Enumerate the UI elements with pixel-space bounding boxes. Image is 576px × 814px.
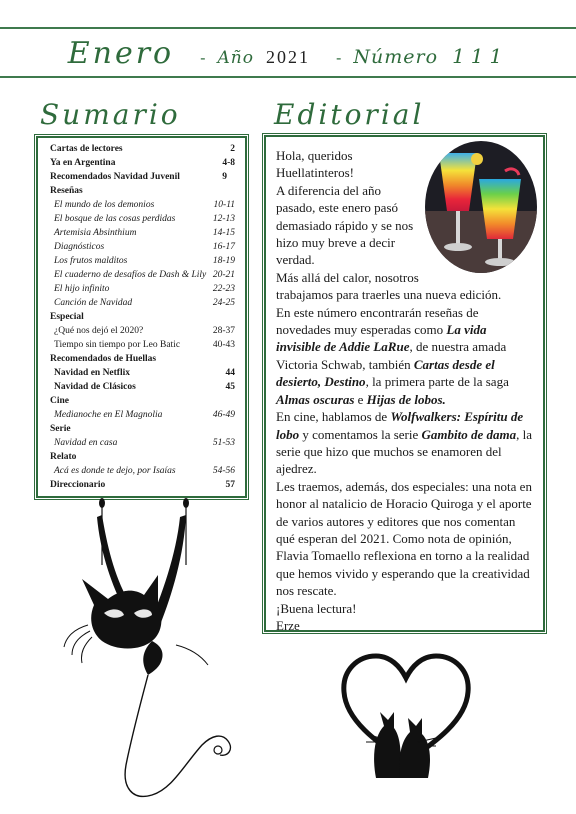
toc-item-label: Acá es donde te dejo, por Isaías xyxy=(54,466,176,476)
toc-item-label: Navidad de Clásicos xyxy=(54,382,136,392)
editorial-title: Editorial xyxy=(274,98,425,131)
toc-item xyxy=(50,394,237,408)
toc-item-page: 24-25 xyxy=(212,298,235,308)
toc-item-page: 14-15 xyxy=(212,228,235,238)
toc-item-label: Tiempo sin tiempo por Leo Batic xyxy=(54,340,181,350)
number-label: Número xyxy=(353,46,439,68)
hanging-cat-illustration xyxy=(52,495,242,810)
toc-item-page: 44 xyxy=(225,368,235,378)
toc-item-page: 10-11 xyxy=(213,200,235,210)
issue-number: 111 xyxy=(452,44,509,68)
cocktail-photo xyxy=(425,141,537,273)
toc-item xyxy=(50,142,237,156)
toc-item xyxy=(50,156,237,170)
toc-item-page: 54-56 xyxy=(212,466,235,476)
toc-list xyxy=(50,142,237,492)
issue-year: 2021 xyxy=(266,47,310,67)
toc-item xyxy=(50,436,237,450)
toc-item-label: El hijo infinito xyxy=(54,284,110,294)
masthead xyxy=(0,36,576,72)
toc-item-label: Ya en Argentina xyxy=(50,158,116,168)
editorial-paragraph: A diferencia del año pasado, este enero pasó demasiado rápido y se nos hizo muy breve a decir verdad. xyxy=(276,182,414,268)
toc-item xyxy=(50,310,237,324)
toc-item xyxy=(50,240,237,254)
toc-item-label: El cuaderno de desafíos de Dash & Lily xyxy=(54,270,207,280)
toc-item-label: Navidad en Netflix xyxy=(54,368,130,378)
toc-item xyxy=(50,352,237,366)
toc-item-label: Diagnósticos xyxy=(54,242,105,252)
table-of-contents xyxy=(36,136,247,498)
editorial-text xyxy=(276,147,533,634)
toc-item-label: Cine xyxy=(50,396,69,406)
editorial-paragraph: En este número encontrarán reseñas de novedades muy esperadas como La vida invisible de Addie LaRue, de nuestra amada Victoria Schwab, también Cartas desde el desierto, Destino, la primera parte de la saga Almas oscuras e Hijas de lobos. xyxy=(276,304,509,407)
toc-item-page: 4-8 xyxy=(222,158,235,168)
toc-item-page: 28-37 xyxy=(212,326,235,336)
issue-month: Enero xyxy=(67,36,175,71)
top-rule xyxy=(0,27,576,29)
toc-item-label: Recomendados de Huellas xyxy=(50,354,157,364)
toc-item xyxy=(50,380,237,394)
toc-item-page xyxy=(235,184,237,198)
greeting: Hola, queridos Huellatinteros! xyxy=(276,148,354,181)
toc-item-label: El mundo de los demonios xyxy=(54,200,155,210)
toc-item-page: 40-43 xyxy=(212,340,235,350)
heart-cats-illustration xyxy=(336,650,476,780)
toc-item xyxy=(50,366,237,380)
toc-item xyxy=(50,198,237,212)
toc-item-page: 12-13 xyxy=(212,214,235,224)
bottom-rule xyxy=(0,76,576,78)
toc-item xyxy=(50,184,237,198)
toc-item-label: Direccionario xyxy=(50,480,106,490)
toc-item xyxy=(50,478,237,492)
toc-item xyxy=(50,464,237,478)
separator: - xyxy=(336,48,342,67)
toc-item-page: 45 xyxy=(225,382,235,392)
editorial-paragraph: Más allá del calor, nosotros trabajamos para traerles una nueva edición. xyxy=(276,269,502,303)
toc-item xyxy=(50,408,237,422)
toc-item xyxy=(50,226,237,240)
toc-item xyxy=(50,282,237,296)
toc-item-page: 46-49 xyxy=(212,410,235,420)
toc-item-page: 57 xyxy=(225,480,235,490)
toc-item xyxy=(50,296,237,310)
toc-item-page xyxy=(235,310,237,324)
toc-item xyxy=(50,338,237,352)
toc-item-page: 16-17 xyxy=(212,242,235,252)
year-label: Año xyxy=(217,48,254,68)
toc-item-label: Serie xyxy=(50,424,71,434)
toc-item-label: Relato xyxy=(50,452,77,462)
toc-item xyxy=(50,212,237,226)
toc-item-label: Navidad en casa xyxy=(54,438,118,448)
toc-item-page: 18-19 xyxy=(212,256,235,266)
toc-item xyxy=(50,450,237,464)
toc-item xyxy=(50,254,237,268)
toc-item xyxy=(50,422,237,436)
toc-item xyxy=(50,170,237,184)
toc-item-label: Especial xyxy=(50,312,84,322)
toc-item-page: 2 xyxy=(230,144,235,154)
toc-item-page xyxy=(235,450,237,464)
toc-item-page: 9 xyxy=(222,172,227,182)
toc-item-label: Medianoche en El Magnolia xyxy=(54,410,163,420)
toc-item-page: 22-23 xyxy=(212,284,235,294)
sumario-title: Sumario xyxy=(40,98,181,131)
toc-item-page: 20-21 xyxy=(212,270,235,280)
toc-item xyxy=(50,268,237,282)
editorial-box xyxy=(264,135,545,632)
editorial-signature: Erze xyxy=(276,617,300,633)
toc-item-label: Cartas de lectores xyxy=(50,144,123,154)
toc-item xyxy=(50,324,237,338)
toc-item-label: El bosque de las cosas perdidas xyxy=(54,214,176,224)
toc-item-label: Reseñas xyxy=(50,186,83,196)
toc-item-label: ¿Qué nos dejó el 2020? xyxy=(54,326,144,336)
toc-item-page xyxy=(235,352,237,366)
toc-item-label: Recomendados Navidad Juvenil xyxy=(50,172,180,182)
closing-line: ¡Buena lectura! xyxy=(276,600,357,616)
editorial-paragraph: Les traemos, además, dos especiales: una nota en honor al natalicio de Horacio Quiroga y el aporte de varios autores y editores que nos comentan qué esperan del 2021. Como nota de opinión, Flavia Tomaello reflexiona en torno a la realidad que hemos vivido y esperando que la creatividad nos rescate. xyxy=(276,478,532,599)
toc-item-page xyxy=(235,394,237,408)
toc-item-label: Canción de Navidad xyxy=(54,298,133,308)
separator: - xyxy=(200,48,206,67)
toc-item-label: Los frutos malditos xyxy=(54,256,128,266)
toc-item-label: Artemisia Absinthium xyxy=(54,228,137,238)
editorial-paragraph: En cine, hablamos de Wolfwalkers: Espíritu de lobo y comentamos la serie Gambito de dama, la serie que hizo que muchos se enamoren del ajedrez. xyxy=(276,409,533,477)
toc-item-page xyxy=(235,422,237,436)
toc-item-page: 51-53 xyxy=(212,438,235,448)
